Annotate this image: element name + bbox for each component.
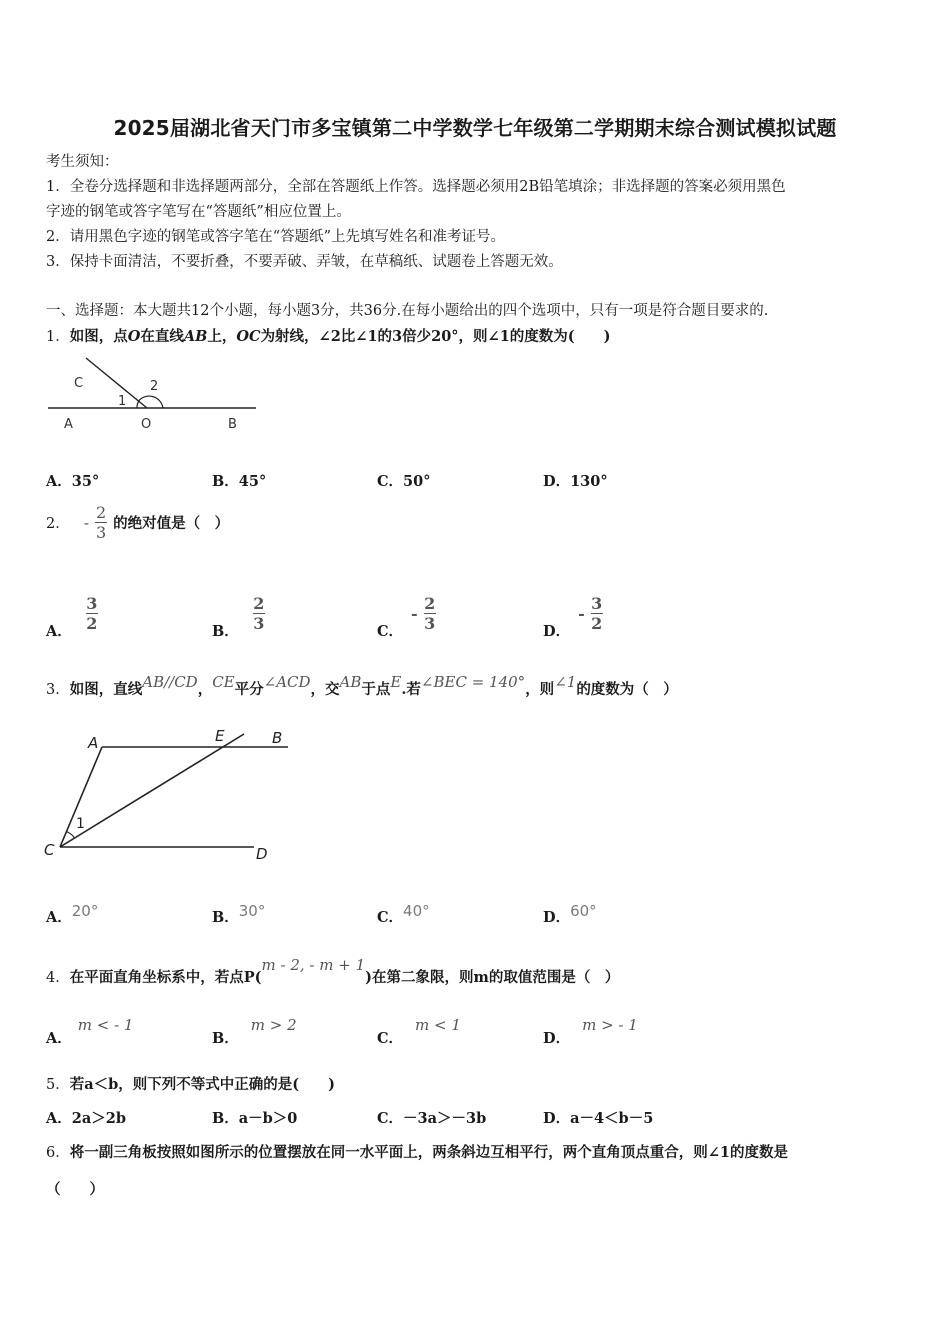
question-text: 的绝对值是（ ） — [113, 515, 230, 532]
math-expression: ∠BEC = 140° — [420, 673, 526, 691]
question-text: 将一副三角板按照如图所示的位置摆放在同一水平面上，两条斜边互相平行，两个直角顶点重合，则∠1的度数是 — [69, 1144, 788, 1161]
figure-q3 — [38, 722, 288, 867]
angle-1-arc — [137, 400, 140, 408]
option-label: C． — [377, 1030, 404, 1047]
q2-option-b[interactable] — [212, 586, 265, 641]
question-text: 如图，点 — [69, 328, 128, 345]
ray-oc — [86, 358, 147, 408]
notice-item-1-line-1: 1．全卷分选择题和非选择题两部分，全部在答题纸上作答。选择题必须用2B铅笔填涂；非选择题的答案必须用黑色 — [46, 179, 786, 195]
question-1 — [46, 325, 611, 346]
notice-heading: 考生须知： — [46, 154, 119, 170]
question-text: .若 — [401, 681, 421, 698]
question-text: 于点 — [361, 681, 391, 698]
question-text: )在第二象限，则m的取值范围是（ ） — [365, 969, 620, 986]
option-value: 130° — [570, 473, 608, 490]
q4-option-a[interactable] — [46, 1014, 134, 1047]
math-expression: CE — [212, 673, 235, 691]
option-label: A． — [46, 623, 72, 640]
option-label: B． — [212, 1030, 239, 1047]
ray-label: OC — [236, 328, 261, 345]
question-text: 在直线 — [140, 328, 184, 345]
question-3 — [46, 673, 678, 699]
option-value: m < - 1 — [77, 1016, 134, 1034]
question-text: 如图，直线 — [69, 681, 143, 698]
point-label: O — [127, 328, 141, 345]
math-expression: ∠ACD — [263, 673, 311, 691]
label-angle-2: 2 — [150, 379, 159, 394]
label-c: C — [44, 841, 55, 859]
q2-option-c[interactable] — [377, 586, 436, 641]
option-value: 2a＞2b — [71, 1110, 126, 1127]
q2-option-a[interactable] — [46, 586, 98, 641]
option-label: D． — [543, 1110, 571, 1127]
option-label: B． — [212, 1110, 239, 1127]
fraction — [591, 595, 603, 632]
option-value: 20° — [71, 902, 99, 920]
section-heading: 一、选择题：本大题共12个小题，每小题3分，共36分.在每小题给出的四个选项中，只有一项是符合题目要求的. — [46, 303, 769, 319]
denominator: 3 — [96, 523, 107, 542]
option-value: 40° — [403, 902, 430, 920]
notice-item-3: 3．保持卡面清洁，不要折叠，不要弄破、弄皱，在草稿纸、试题卷上答题无效。 — [46, 254, 563, 270]
denominator: 3 — [253, 614, 265, 633]
fraction — [253, 595, 265, 632]
minus-sign: - — [83, 513, 90, 532]
coordinate-expression: m - 2, - m + 1 — [261, 956, 366, 974]
minus-sign: - — [411, 604, 418, 623]
notice-item-1-line-2: 字迹的钢笔或答字笔写在“答题纸”相应位置上。 — [46, 204, 351, 220]
q1-option-a[interactable] — [46, 470, 99, 491]
question-number: 5． — [46, 1077, 70, 1093]
question-number: 2． — [46, 516, 70, 532]
denominator: 3 — [424, 614, 436, 633]
numerator: 2 — [424, 594, 436, 613]
question-text: 若a＜b，则下列不等式中正确的是( ) — [69, 1076, 335, 1093]
label-d: D — [256, 845, 268, 863]
option-label: B． — [212, 473, 239, 490]
angle-1-arc — [67, 832, 75, 839]
question-number: 6． — [46, 1145, 70, 1161]
option-label: D． — [543, 473, 571, 490]
q5-option-a[interactable] — [46, 1107, 126, 1128]
option-label: B． — [212, 623, 239, 640]
notice-item-2: 2．请用黑色字迹的钢笔或答字笔在“答题纸”上先填写姓名和准考证号。 — [46, 229, 506, 245]
option-value: m < 1 — [415, 1016, 461, 1034]
option-value: m > 2 — [250, 1016, 297, 1034]
option-label: C． — [377, 623, 404, 640]
option-label: D． — [543, 1030, 571, 1047]
q5-option-d[interactable] — [543, 1107, 653, 1128]
figure-q1 — [40, 350, 270, 440]
option-value: 35° — [71, 473, 100, 490]
numerator: 3 — [591, 594, 603, 613]
question-number: 4． — [46, 970, 70, 986]
label-b: B — [272, 729, 283, 747]
question-text: 上， — [207, 328, 237, 345]
math-expression: ∠1 — [554, 673, 577, 691]
angle-2-arc — [139, 396, 164, 408]
q1-option-c[interactable] — [377, 470, 430, 491]
math-expression: AB//CD — [142, 673, 198, 691]
numerator: 3 — [86, 594, 98, 613]
fraction — [424, 595, 436, 632]
numerator: 2 — [96, 503, 107, 522]
page-title: 2025届湖北省天门市多宝镇第二中学数学七年级第二学期期末综合测试模拟试题 — [113, 116, 837, 140]
option-value: 60° — [570, 902, 597, 920]
line-label: AB — [183, 328, 208, 345]
question-4 — [46, 956, 620, 987]
answer-blank: （ ） — [46, 1181, 104, 1198]
option-label: C． — [377, 909, 404, 926]
option-value: －3a＞－3b — [403, 1110, 487, 1127]
question-text: 平分 — [234, 681, 264, 698]
minus-sign: - — [578, 604, 585, 623]
denominator: 2 — [86, 614, 98, 633]
question-2 — [46, 504, 229, 541]
question-number: 1． — [46, 329, 70, 345]
option-label: A． — [46, 1030, 72, 1047]
segment-ca — [60, 747, 102, 847]
option-label: D． — [543, 909, 571, 926]
label-a: A — [88, 734, 99, 752]
q2-option-d[interactable] — [543, 586, 603, 641]
question-text: 在平面直角坐标系中，若点P( — [69, 969, 262, 986]
option-label: A． — [46, 909, 72, 926]
option-label: C． — [377, 473, 404, 490]
denominator: 2 — [591, 614, 603, 633]
question-text: 的度数为（ ） — [576, 681, 678, 698]
label-c: C — [74, 376, 84, 391]
math-expression: E — [390, 673, 402, 691]
option-label: A． — [46, 473, 72, 490]
question-number: 3． — [46, 682, 70, 698]
label-o: O — [141, 417, 152, 432]
q4-option-b[interactable] — [212, 1014, 297, 1047]
label-angle-1: 1 — [76, 816, 85, 832]
fraction — [95, 504, 107, 541]
question-text: ，交 — [310, 681, 340, 698]
question-6 — [46, 1141, 788, 1162]
q3-option-d[interactable] — [543, 900, 597, 926]
label-b: B — [228, 417, 237, 432]
option-label: C． — [377, 1110, 404, 1127]
question-5 — [46, 1073, 335, 1094]
option-value: 45° — [238, 473, 267, 490]
option-label: A． — [46, 1110, 72, 1127]
label-angle-1: 1 — [118, 394, 127, 409]
numerator: 2 — [253, 594, 265, 613]
option-label: B． — [212, 909, 239, 926]
q1-option-d[interactable] — [543, 470, 608, 491]
fraction — [86, 595, 98, 632]
option-value: 30° — [238, 902, 266, 920]
question-text: ，则 — [525, 681, 555, 698]
q1-option-b[interactable] — [212, 470, 266, 491]
question-text: 为射线，∠2比∠1的3倍少20°，则∠1的度数为( ) — [260, 328, 611, 345]
math-expression: AB — [339, 673, 362, 691]
option-value: m > - 1 — [582, 1016, 638, 1034]
q3-option-a[interactable] — [46, 900, 99, 926]
q3-option-b[interactable] — [212, 900, 266, 926]
q4-option-d[interactable] — [543, 1014, 638, 1047]
label-a: A — [64, 417, 73, 432]
option-value: a－4＜b－5 — [570, 1110, 654, 1127]
q5-option-b[interactable] — [212, 1107, 297, 1128]
q3-option-c[interactable] — [377, 900, 430, 926]
option-value: 50° — [403, 473, 431, 490]
label-e: E — [215, 727, 225, 745]
q5-option-c[interactable] — [377, 1107, 486, 1128]
q4-option-c[interactable] — [377, 1014, 461, 1047]
option-label: D． — [543, 623, 571, 640]
question-text: ， — [197, 681, 213, 698]
option-value: a－b＞0 — [238, 1110, 298, 1127]
